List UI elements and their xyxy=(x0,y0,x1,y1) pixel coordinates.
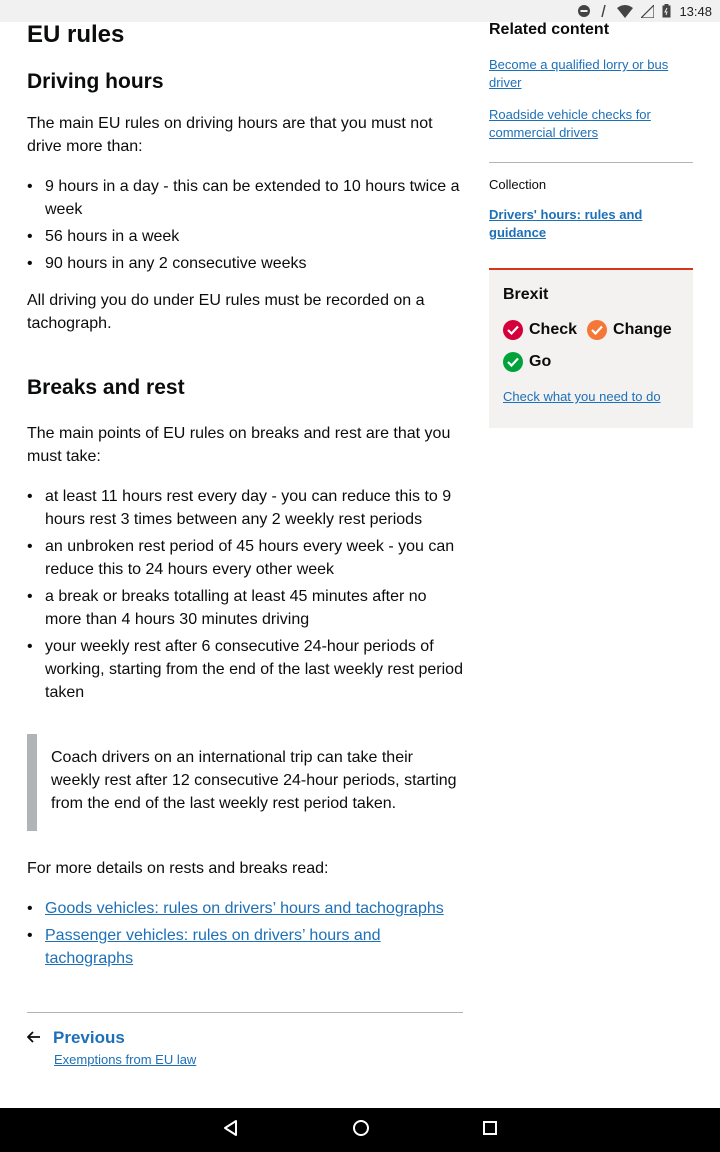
divider xyxy=(27,1012,463,1013)
page-title: EU rules xyxy=(27,21,125,48)
go-label: Go xyxy=(529,353,552,370)
list-item xyxy=(27,897,463,920)
arrow-left-icon xyxy=(27,1027,41,1048)
breaks-rest-intro: The main points of EU rules on breaks and rest are that you must take: xyxy=(27,425,451,465)
sidebar-divider xyxy=(489,162,693,163)
previous-nav[interactable] xyxy=(27,1027,463,1048)
battery-icon xyxy=(662,4,671,18)
main-content xyxy=(27,18,463,1067)
recents-button[interactable] xyxy=(482,1120,498,1141)
related-content-heading: Related content xyxy=(489,21,610,38)
list-item: • 90 hours in any 2 consecutive weeks xyxy=(27,252,463,275)
brexit-check-link[interactable]: Check what you need to do xyxy=(503,389,661,404)
list-item: • your weekly rest after 6 consecutive 24-hour periods of working, starting from the end of the last weekly rest period taken xyxy=(27,635,463,704)
clock: 13:48 xyxy=(679,3,712,19)
change-label: Change xyxy=(613,321,672,338)
collection-link[interactable]: Drivers' hours: rules and guidance xyxy=(489,207,643,240)
more-details-intro: For more details on rests and breaks read: xyxy=(27,860,329,877)
check-label: Check xyxy=(529,321,578,338)
list-item: • a break or breaks totalling at least 45 minutes after no more than 4 hours 30 minutes driving xyxy=(27,585,463,631)
go-badge xyxy=(503,352,551,372)
list-item: • 56 hours in a week xyxy=(27,225,463,248)
home-button[interactable] xyxy=(352,1119,370,1142)
list-item xyxy=(27,924,463,970)
brexit-badges xyxy=(503,320,679,340)
back-button[interactable] xyxy=(222,1119,240,1142)
check-tick-icon xyxy=(503,320,523,340)
coach-drivers-inset: Coach drivers on an international trip can take their weekly rest after 12 consecutive 24-hour periods, starting from the end of the last weekly rest period taken. xyxy=(27,734,463,831)
brexit-heading: Brexit xyxy=(503,286,549,303)
driving-hours-heading: Driving hours xyxy=(27,70,164,93)
tachograph-note: All driving you do under EU rules must be recorded on a tachograph. xyxy=(27,292,425,332)
go-tick-icon xyxy=(503,352,523,372)
change-tick-icon xyxy=(587,320,607,340)
change-badge xyxy=(587,320,672,340)
collection-caption: Collection xyxy=(489,177,547,192)
related-link-qualified-driver[interactable]: Become a qualified lorry or bus driver xyxy=(489,57,669,90)
vibrate-icon xyxy=(599,4,609,18)
brexit-badges-row2 xyxy=(503,352,679,372)
navigation-bar xyxy=(0,1108,720,1152)
related-link-roadside-checks[interactable]: Roadside vehicle checks for commercial drivers xyxy=(489,107,651,140)
list-item: • at least 11 hours rest every day - you can reduce this to 9 hours rest 3 times between any 2 weekly rest periods xyxy=(27,485,463,531)
check-badge xyxy=(503,320,577,340)
brexit-panel xyxy=(489,268,693,428)
breaks-rest-heading: Breaks and rest xyxy=(27,376,185,399)
wifi-icon xyxy=(617,5,633,18)
do-not-disturb-icon xyxy=(577,4,591,18)
breaks-rest-list xyxy=(27,485,463,704)
driving-hours-intro: The main EU rules on driving hours are that you must not drive more than: xyxy=(27,115,433,155)
list-item: • an unbroken rest period of 45 hours every week - you can reduce this to 24 hours every other week xyxy=(27,535,463,581)
more-details-links xyxy=(27,897,463,970)
goods-vehicles-link[interactable]: Goods vehicles: rules on drivers’ hours and tachographs xyxy=(45,900,444,917)
previous-label[interactable]: Previous xyxy=(53,1027,125,1047)
previous-page-link[interactable]: Exemptions from EU law xyxy=(54,1052,197,1067)
sidebar xyxy=(489,18,693,428)
passenger-vehicles-link[interactable]: Passenger vehicles: rules on drivers’ hours and tachographs xyxy=(45,927,381,967)
driving-hours-list xyxy=(27,175,463,275)
signal-icon xyxy=(641,5,654,18)
list-item: • 9 hours in a day - this can be extended to 10 hours twice a week xyxy=(27,175,463,221)
